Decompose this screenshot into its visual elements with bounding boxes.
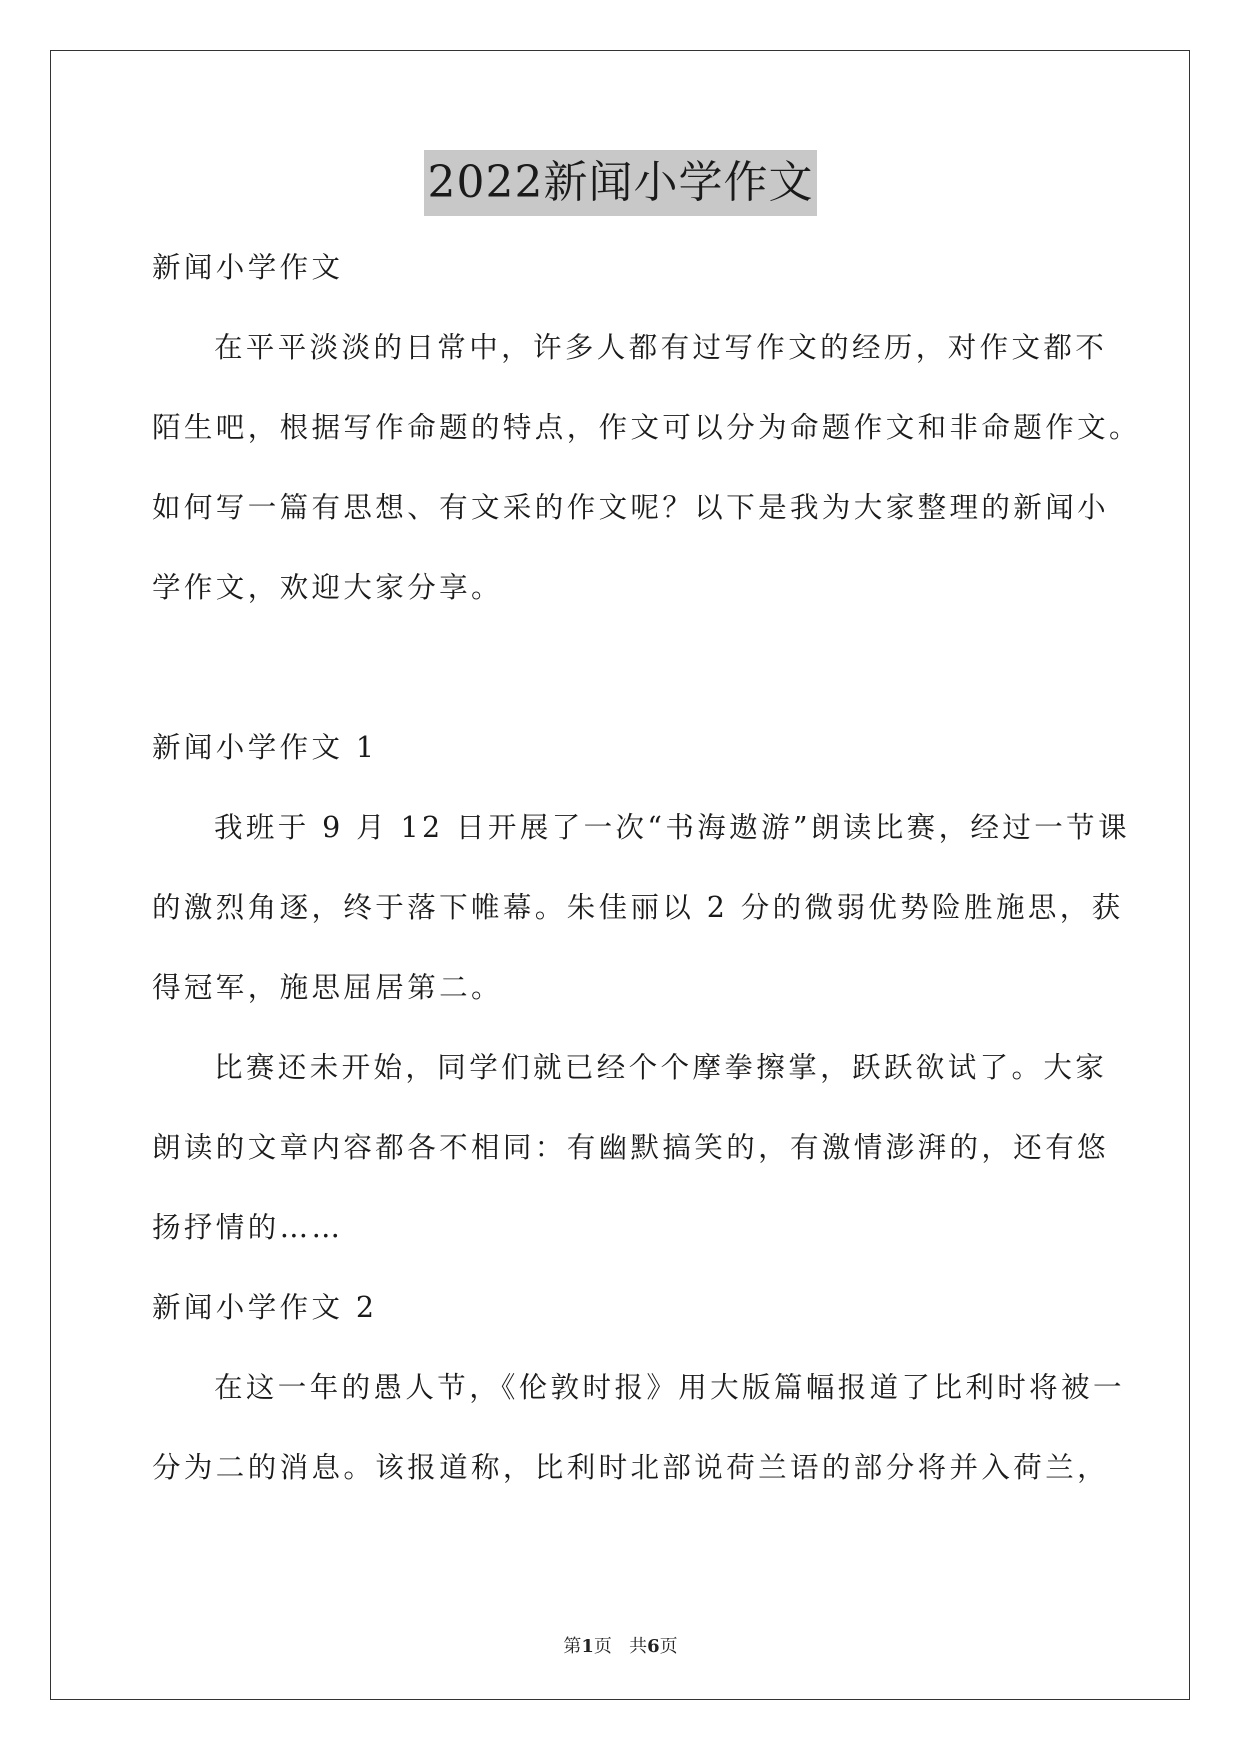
text-line: 比赛还未开始，同学们就已经个个摩拳擦掌，跃跃欲试了。大家	[214, 1051, 1108, 1084]
text-line: 扬抒情的……	[152, 1211, 344, 1244]
title-container	[0, 150, 1241, 216]
text-line: 朗读的文章内容都各不相同：有幽默搞笑的，有激情澎湃的，还有悠	[152, 1131, 1110, 1164]
page-prefix: 第	[563, 1636, 582, 1657]
text-line: 新闻小学作文	[152, 251, 344, 284]
page-footer	[0, 1632, 1241, 1658]
text-line: 我班于 9 月 12 日开展了一次“书海遨游”朗读比赛，经过一节课	[214, 811, 1130, 844]
text-line: 在这一年的愚人节，《伦敦时报》用大版篇幅报道了比利时将被一	[214, 1371, 1125, 1404]
total-suffix: 页	[659, 1636, 678, 1657]
text-line: 陌生吧，根据写作命题的特点，作文可以分为命题作文和非命题作文。	[152, 411, 1141, 444]
document-body	[152, 228, 1141, 1508]
text-line: 学作文，欢迎大家分享。	[152, 571, 503, 604]
text-line: 得冠军，施思屈居第二。	[152, 971, 503, 1004]
text-line: 分为二的消息。该报道称，比利时北部说荷兰语的部分将并入荷兰，	[152, 1451, 1110, 1484]
page-suffix: 页	[593, 1636, 612, 1657]
text-line: 新闻小学作文 1	[152, 731, 378, 764]
page-total: 6	[647, 1636, 660, 1657]
page-current: 1	[581, 1636, 594, 1657]
text-line: 新闻小学作文 2	[152, 1291, 378, 1324]
total-prefix: 共	[629, 1636, 648, 1657]
blank-line	[152, 628, 1094, 708]
text-line: 如何写一篇有思想、有文采的作文呢？以下是我为大家整理的新闻小	[152, 491, 1110, 524]
text-line: 的激烈角逐，终于落下帷幕。朱佳丽以 2 分的微弱优势险胜施思，获	[152, 891, 1124, 924]
document-title: 2022新闻小学作文	[424, 150, 818, 216]
text-line: 在平平淡淡的日常中，许多人都有过写作文的经历，对作文都不	[214, 331, 1108, 364]
